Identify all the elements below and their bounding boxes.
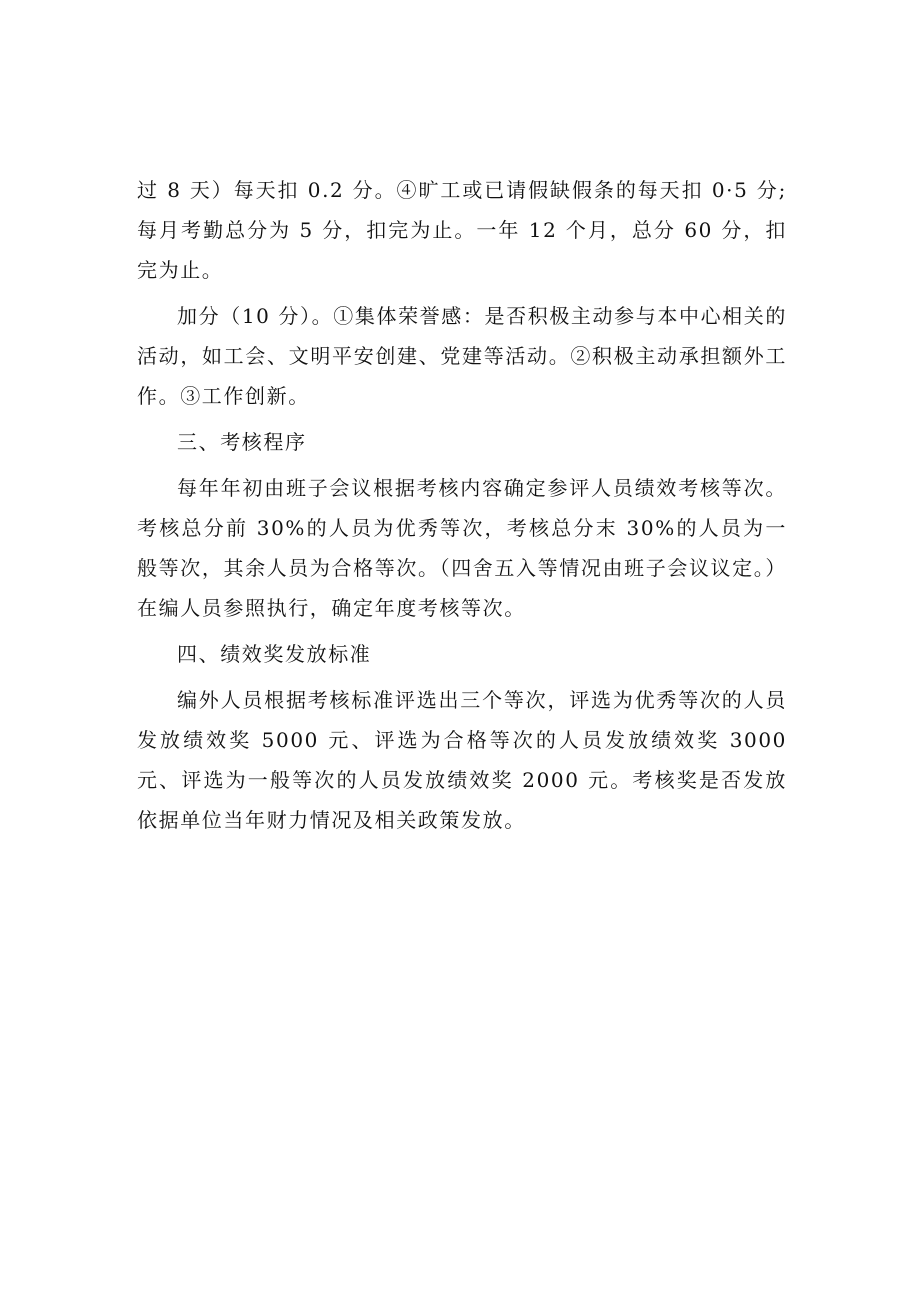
document-body: [137, 170, 787, 846]
paragraph-deduction-continued: 过 8 天）每天扣 0.2 分。④旷工或已请假缺假条的每天扣 0·5 分; 每月考勤总分为 5 分，扣完为止。一年 12 个月，总分 60 分，扣完为止。: [137, 178, 787, 282]
paragraph-bonus-standard: 编外人员根据考核标准评选出三个等次，评选为优秀等次的人员发放绩效奖 5000 元、评选为合格等次的人员发放绩效奖 3000 元、评选为一般等次的人员发放绩效奖 2000 元。考核奖是否发放依据单位当年财力情况及相关政策发放。: [137, 688, 787, 832]
section-heading-bonus-standard: 四、绩效奖发放标准: [177, 642, 372, 666]
section-heading-assessment-procedure: 三、考核程序: [177, 430, 307, 454]
paragraph-assessment-procedure: 每年年初由班子会议根据考核内容确定参评人员绩效考核等次。考核总分前 30%的人员为优秀等次，考核总分末 30%的人员为一般等次，其余人员为合格等次。（四舍五入等情况由班子会议议定。）在编人员参照执行，确定年度考核等次。: [137, 476, 787, 620]
paragraph-bonus-points: 加分（10 分）。①集体荣誉感：是否积极主动参与本中心相关的活动，如工会、文明平安创建、党建等活动。②积极主动承担额外工作。③工作创新。: [137, 304, 787, 408]
